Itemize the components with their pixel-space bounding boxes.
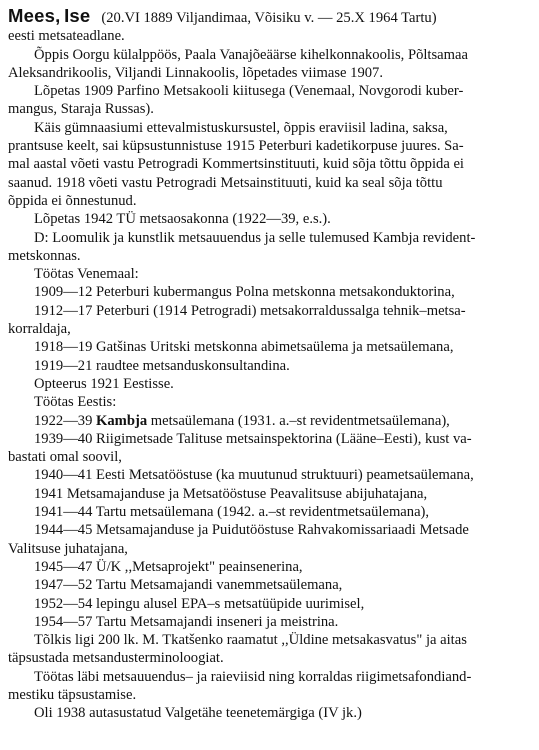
text-line: Käis gümnaasiumi ettevalmistuskursustel, õppis eraviisil ladina, saksa, — [34, 119, 448, 136]
estonia-job-item: 1944—45 Metsamajanduse ja Puidutööstuse Rahvakomissariaadi Metsade — [34, 522, 469, 539]
estonia-job-item: 1952—54 lepingu alusel EPA–s metsatüüpide uurimisel, — [34, 595, 365, 612]
kambja-years: 1922—39 — [34, 412, 97, 429]
text-line: Lõpetas 1942 TÜ metsaosakonna (1922—39, e.s.). — [34, 211, 331, 228]
estonia-job-item-continued: bastati omal soovil, — [8, 449, 122, 466]
text-line: õppida ei õnnestunud. — [8, 192, 137, 209]
russia-job-item-continued: korraldaja, — [8, 321, 71, 338]
text-line: saanud. 1918 võeti vastu Petrogradi Metsainstituuti, kuid ka seal sõja tõttu — [8, 174, 443, 191]
life-dates: (20.VI 1889 Viljandimaa, Võisiku v. — 25.X 1964 Tartu) — [101, 10, 437, 26]
text-line: Töötas läbi metsauuendus– ja raieviisid ning korraldas riigimetsafondiand- — [34, 668, 472, 685]
russia-work-label: Töötas Venemaal: — [34, 266, 139, 283]
estonia-job-item-kambja — [8, 412, 533, 430]
given-name: Ise — [64, 7, 91, 26]
estonia-work-label: Töötas Eestis: — [34, 394, 117, 411]
entry-heading — [8, 7, 533, 27]
estonia-job-item: 1941—44 Tartu metsaülemana (1942. a.–st revidentmetsaülemana), — [34, 504, 430, 521]
estonia-job-item: 1939—40 Riigimetsade Talituse metsainspektorina (Lääne–Eesti), kust va- — [34, 430, 472, 447]
estonia-job-item: 1945—47 Ü/K ,,Metsaprojekt" peainsenerina, — [34, 558, 303, 575]
text-line: Lõpetas 1909 Parfino Metsakooli kiitusega (Venemaal, Novgorodi kuber- — [34, 83, 464, 100]
paragraph-dissertation — [8, 229, 533, 266]
russia-job-item: 1909—12 Peterburi kubermangus Polna metskonna metsakonduktorina, — [34, 284, 455, 301]
paragraph-parfino — [8, 82, 533, 119]
text-line: D: Loomulik ja kunstlik metsauuendus ja selle tulemused Kambja revident- — [34, 229, 476, 246]
text-line: mangus, Staraja Russas). — [8, 101, 154, 118]
paragraph-schooling — [8, 46, 533, 83]
profession: eesti metsateadlane. — [8, 28, 125, 45]
text-line: Õppis Oorgu külalppöös, Paala Vanajõeäärse kihelkonnakoolis, Põltsamaa — [34, 46, 468, 63]
opted-note: Opteerus 1921 Eestisse. — [34, 375, 174, 392]
text-line: prantsuse keelt, sai küpsustunnistuse 1915 Peterburi kadetikorpuse juures. Sa- — [8, 138, 464, 155]
surname: Mees — [8, 7, 56, 26]
russia-job-list — [8, 283, 533, 374]
russia-job-item: 1919—21 raudtee metsanduskonsultandina. — [34, 357, 290, 374]
russia-job-item: 1918—19 Gatšinas Uritski metskonna abimetsaülema ja metsaülemana, — [34, 339, 454, 356]
text-line: täpsustada metsandusterminoloogiat. — [8, 650, 224, 667]
estonia-job-list — [8, 412, 533, 632]
paragraph-university — [8, 210, 533, 228]
text-line: mestiku täpsustamise. — [8, 686, 137, 703]
biography-entry — [8, 7, 533, 723]
paragraph-award — [8, 704, 533, 722]
paragraph-research — [8, 668, 533, 705]
estonia-job-item-continued: Valitsuse juhatajana, — [8, 540, 128, 557]
paragraph-gymnasium — [8, 119, 533, 210]
estonia-job-item: 1954—57 Tartu Metsamajandi inseneri ja meistrina. — [34, 613, 339, 630]
text-line: metskonnas. — [8, 247, 81, 264]
estonia-job-item: 1941 Metsamajanduse ja Metsatööstuse Peavalitsuse abijuhatajana, — [34, 485, 428, 502]
estonia-job-item: 1940—41 Eesti Metsatööstuse (ka muutunud struktuuri) peametsaülemana, — [34, 467, 474, 484]
russia-job-item: 1912—17 Peterburi (1914 Petrogradi) metsakorraldussalga tehnik–metsa- — [34, 302, 466, 319]
kambja-role: metsaülemana (1931. a.–st revidentmetsaülemana), — [147, 412, 450, 429]
name-separator: , — [55, 7, 61, 26]
text-line: mal aastal võeti vastu Petrogradi Kommertsinstituuti, kuid sõja tõttu õppida ei — [8, 156, 464, 173]
text-line: Aleksandrikoolis, Viljandi Linnakoolis, lõpetades viimase 1907. — [8, 64, 383, 81]
estonia-job-item: 1947—52 Tartu Metsamajandi vanemmetsaülemana, — [34, 577, 343, 594]
text-line: Tõlkis ligi 200 lk. M. Tkatšenko raamatut ,,Üldine metsakasvatus" ja aitas — [34, 632, 467, 649]
kambja-highlight: Kambja — [96, 412, 148, 429]
paragraph-translation — [8, 631, 533, 668]
text-line: Oli 1938 autasustatud Valgetähe teenetemärgiga (IV jk.) — [34, 705, 362, 722]
